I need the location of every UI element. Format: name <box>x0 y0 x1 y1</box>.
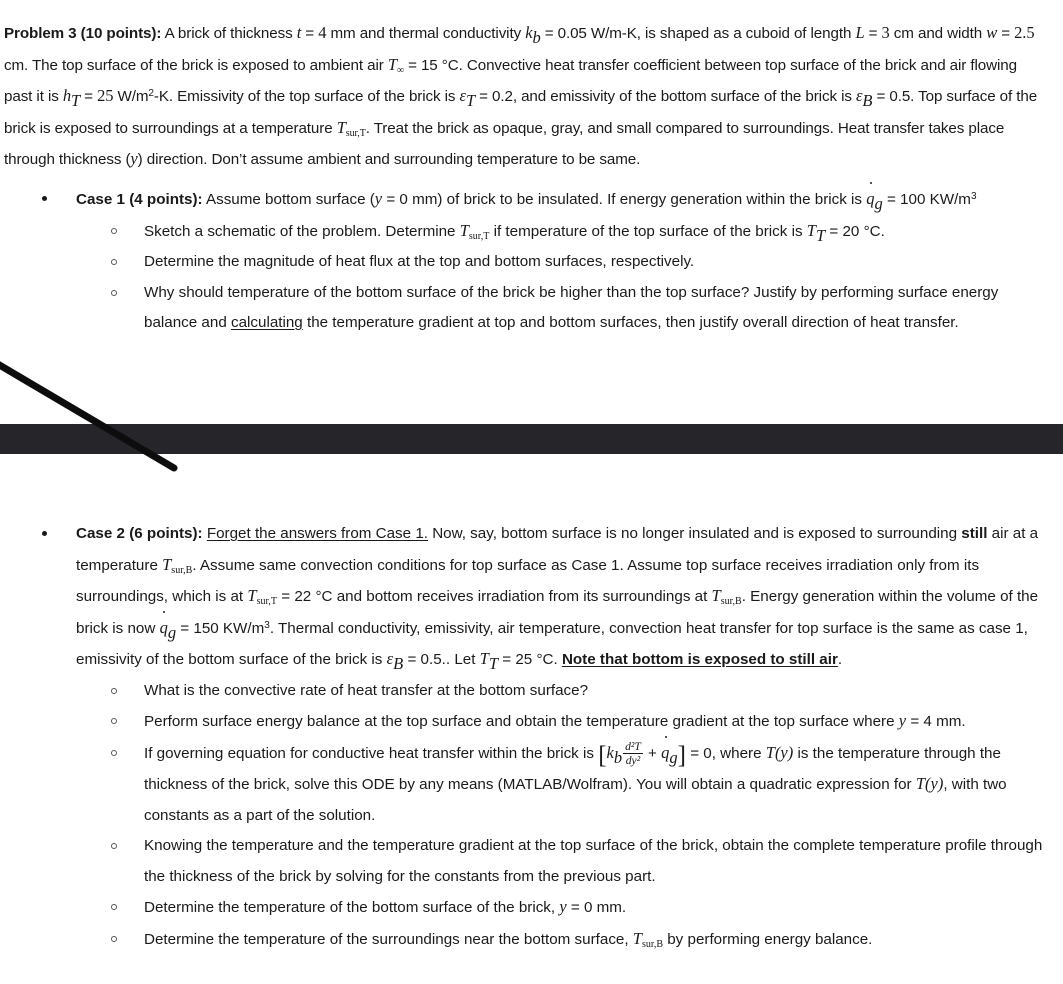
symbol-h-top-sub: T <box>70 91 81 111</box>
case2-lead-h: = 0.5.. Let <box>403 651 480 668</box>
sub-bullet-circle-icon <box>111 750 117 756</box>
case2-sub5-symbol-y: y <box>559 897 567 916</box>
value-width: 2.5 <box>1014 23 1035 42</box>
case1-block <box>0 184 1048 339</box>
case1-sub1-b: if temperature of the top surface of the brick is <box>489 222 807 240</box>
symbol-emissivity-bottom-sub: B <box>862 91 873 111</box>
symbol-emissivity-top-sub: T <box>465 91 476 111</box>
case2-sub6-symbol-T: T <box>632 928 642 948</box>
case2-lead-d: = 22 °C and bottom receives irradiation from its surroundings at <box>277 588 712 605</box>
value-thickness: 4 <box>318 23 327 42</box>
case2-subitem-3 <box>0 738 1048 832</box>
case1-subitem-1 <box>0 216 1048 248</box>
case2-sub2-a: Perform surface energy balance at the top surface and obtain the temperature gradient at the top surface where <box>144 713 899 730</box>
case2-lead-j: . <box>837 651 843 668</box>
sub-bullet-circle-icon <box>111 228 117 234</box>
case2-lead-bold-still: still <box>961 525 988 542</box>
redaction-bar <box>0 424 1063 454</box>
symbol-thickness-t: t <box>296 23 302 42</box>
case2-lead-e: . Energy generation within the volume of the brick is now <box>76 588 1039 637</box>
case2-lead-exponent: 3 <box>264 619 270 631</box>
case2-symbol-tsurB2-sub: sur,B <box>720 596 742 608</box>
case2-sub1-text: What is the convective rate of heat transfer at the bottom surface? <box>144 681 589 699</box>
symbol-conductivity-sub: b <box>532 28 541 48</box>
case2-lead-c: . Assume same convection conditions for top surface as Case 1. Assume top surface receives irradiation only from its surroundings, which is at <box>76 556 980 605</box>
case2-sub3-symbol-kb-sub: b <box>613 747 623 767</box>
bullet-dot-icon <box>42 196 47 201</box>
case2-symbol-tsurB-sub: sur,B <box>171 564 193 576</box>
case2-sub3-d: , with two constants as a part of the solution. <box>144 776 1007 824</box>
intro-text-12: ) direction. Don’t assume ambient and surrounding temperature to be same. <box>137 151 641 168</box>
fraction-numerator: d²T <box>625 739 641 753</box>
symbol-direction-y: y <box>130 149 138 168</box>
case2-sub3-symbol-qgen-sub: g <box>669 747 678 767</box>
unit-exponent-2: 2 <box>148 88 154 100</box>
case2-sub6-symbol-T-sub: sur,B <box>641 938 664 950</box>
case2-bullet-item <box>0 519 1048 676</box>
case1-symbol-qgen-sub: g <box>874 194 883 214</box>
case2-symbol-emissivity-bottom-sub: B <box>393 654 404 674</box>
bracket-close: ] <box>677 741 686 769</box>
case2-sub3-symbol-T-arg: (y) <box>774 742 794 762</box>
case1-sub1-symT2: T <box>806 220 816 240</box>
diagonal-stroke-annotation <box>0 355 185 480</box>
case2-symbol-tsurB2: T <box>711 586 721 605</box>
problem-statement-paragraph <box>4 18 1044 176</box>
case2-symbol-tsurT-sub: sur,T <box>256 596 278 608</box>
symbol-conductivity-k: k <box>525 23 533 42</box>
case1-sub1-a: Sketch a schematic of the problem. Determine <box>144 222 460 240</box>
intro-text-7: W/m <box>113 88 149 105</box>
case2-sub3-b: = 0, where <box>685 744 766 762</box>
case2-sub3-c: is the temperature through the thickness of the brick, solve this ODE by any means (MATLAB/Wolfram). You will obtain a quadratic expression for <box>144 744 1001 793</box>
case2-subitem-1 <box>0 676 1048 707</box>
intro-eq-4: = <box>80 88 98 105</box>
case1-lead-exponent: 3 <box>970 191 977 203</box>
sub-bullet-circle-icon <box>111 843 117 849</box>
case1-subitem-2 <box>0 247 1048 278</box>
case1-lead-a: Assume bottom surface ( <box>202 191 375 208</box>
sub-bullet-circle-icon <box>111 936 117 942</box>
case2-sub5-b: = 0 mm. <box>566 899 627 916</box>
case1-sub3-underlined: calculating <box>230 314 303 331</box>
problem-heading: Problem 3 (10 points): <box>4 25 162 42</box>
case2-symbol-TT: T <box>479 649 489 668</box>
case2-sub6-a: Determine the temperature of the surroundings near the bottom surface, <box>144 930 633 948</box>
case2-subitem-4 <box>0 831 1048 892</box>
intro-text-4: cm and width <box>889 25 987 42</box>
case2-lead-b: air at a temperature <box>76 525 1039 574</box>
intro-text-8: -K. Emissivity of the top surface of the brick is <box>153 88 460 105</box>
sub-bullet-circle-icon <box>111 290 117 296</box>
symbol-emissivity-top: ε <box>459 86 466 105</box>
case2-lead-f: = 150 KW/m <box>176 619 265 637</box>
intro-eq-1: = <box>301 25 319 42</box>
case1-symbol-y: y <box>374 189 383 208</box>
fraction-denominator: dy² <box>623 753 643 767</box>
case1-sub3-b: the temperature gradient at top and bottom surfaces, then justify overall direction of heat transfer. <box>302 314 959 331</box>
case2-subitem-6 <box>0 924 1048 956</box>
value-h-top: 25 <box>97 86 114 105</box>
case2-lead-a: Now, say, bottom surface is no longer insulated and is exposed to surrounding <box>427 525 962 542</box>
symbol-tsur-top: T <box>336 117 346 137</box>
case2-sub3-symbol-T2-arg: (y) <box>925 774 944 793</box>
case2-sub3-symbol-qgen: q <box>661 738 669 769</box>
intro-text-10: = 0.5. Top surface of the brick is exposed to surroundings at a temperature <box>4 88 1038 137</box>
case2-lead-g: . Thermal conductivity, emissivity, air temperature, convection heat transfer for top surface is the same as case 1, emissivity of the bottom surface of the brick is <box>76 619 1028 668</box>
case2-label: Case 2 (6 points): <box>76 525 203 542</box>
case1-sub1-symT: T <box>459 220 469 240</box>
case1-lead-c: = 100 KW/m <box>882 191 971 208</box>
symbol-h-top: h <box>62 86 71 105</box>
case2-sub2-symbol-y: y <box>898 711 907 730</box>
case1-lead-b: = 0 mm) of brick to be insulated. If energy generation within the brick is <box>382 191 867 208</box>
case2-lead-underlined: Forget the answers from Case 1. <box>206 525 428 542</box>
case2-symbol-TT-sub: T <box>488 654 499 674</box>
fraction-d2T-dy2 <box>623 740 643 767</box>
case2-sub4-text: Knowing the temperature and the temperature gradient at the top surface of the brick, obtain the complete temperature profile through the thickness of the brick by solving for the constants from the previous part. <box>144 837 1043 885</box>
case2-symbol-emissivity-bottom: ε <box>386 649 394 668</box>
symbol-length-L: L <box>855 23 865 42</box>
case1-sub1-subT: sur,T <box>468 230 490 242</box>
case2-subitem-5 <box>0 892 1048 924</box>
case2-sub2-b: = 4 mm. <box>906 713 966 730</box>
case2-sub5-a: Determine the temperature of the bottom surface of the brick, <box>144 899 560 916</box>
case2-sub3-symbol-kb: k <box>606 742 614 762</box>
case2-sub3-a: If governing equation for conductive heat transfer within the brick is <box>144 744 599 762</box>
case1-symbol-qgen: q <box>866 184 874 215</box>
intro-text-5: cm. The top surface of the brick is exposed to ambient air <box>4 56 388 74</box>
case2-sub6-b: by performing energy balance. <box>663 930 873 948</box>
case2-lead-text <box>76 519 1048 676</box>
value-length: 3 <box>881 23 890 42</box>
case1-sub3-a: Why should temperature of the bottom surface of the brick be higher than the top surface? Justify by performing surface energy balance and <box>144 283 999 331</box>
symbol-width-w: w <box>986 23 998 42</box>
case1-sub2-text: Determine the magnitude of heat flux at the top and bottom surfaces, respectively. <box>144 253 695 270</box>
case2-sub3-plus: + <box>643 744 662 762</box>
sub-bullet-circle-icon <box>111 904 117 910</box>
intro-text-11: . Treat the brick as opaque, gray, and small compared to surroundings. Heat transfer takes place through thickness ( <box>4 119 1005 168</box>
intro-text-1: A brick of thickness <box>161 25 297 42</box>
case1-subitem-3 <box>0 278 1048 339</box>
case2-subitem-2 <box>0 706 1048 738</box>
bullet-dot-icon <box>42 531 47 536</box>
symbol-emissivity-bottom: ε <box>855 86 863 105</box>
case1-sub1-subT2: T <box>815 225 826 245</box>
intro-eq-2: = <box>864 25 882 42</box>
case1-lead-text <box>76 184 1048 216</box>
sub-bullet-circle-icon <box>111 718 117 724</box>
case2-symbol-tsurB: T <box>162 554 172 574</box>
case2-symbol-tsurT: T <box>247 586 257 605</box>
case2-sub3-symbol-T2: T <box>915 774 925 793</box>
symbol-ambient-temp: T <box>387 54 397 74</box>
case2-sub3-symbol-T: T <box>765 742 775 762</box>
case1-label: Case 1 (4 points): <box>76 191 203 208</box>
case2-lead-note: Note that bottom is exposed to still air <box>561 651 838 668</box>
bracket-open: [ <box>598 741 607 769</box>
intro-eq-3: = <box>997 25 1015 42</box>
intro-text-2: mm and thermal conductivity <box>326 25 526 42</box>
sub-bullet-circle-icon <box>111 259 117 265</box>
intro-text-6: = 15 °C. Convective heat transfer coefficient between top surface of the brick and air flowing past it is <box>4 56 1017 105</box>
intro-text-3: = 0.05 W/m-K, is shaped as a cuboid of length <box>540 25 856 42</box>
symbol-ambient-sub: ∞ <box>396 64 404 76</box>
case2-lead-i: = 25 °C. <box>498 651 562 668</box>
case1-sub1-c: = 20 °C. <box>825 222 885 240</box>
case2-symbol-qgen: q <box>160 613 168 644</box>
case2-block <box>0 519 1048 955</box>
case2-symbol-qgen-sub: g <box>167 622 177 642</box>
intro-text-9: = 0.2, and emissivity of the bottom surface of the brick is <box>475 88 856 105</box>
sub-bullet-circle-icon <box>111 688 117 694</box>
case1-bullet-item <box>0 184 1048 216</box>
symbol-tsur-top-sub: sur,T <box>345 127 366 139</box>
